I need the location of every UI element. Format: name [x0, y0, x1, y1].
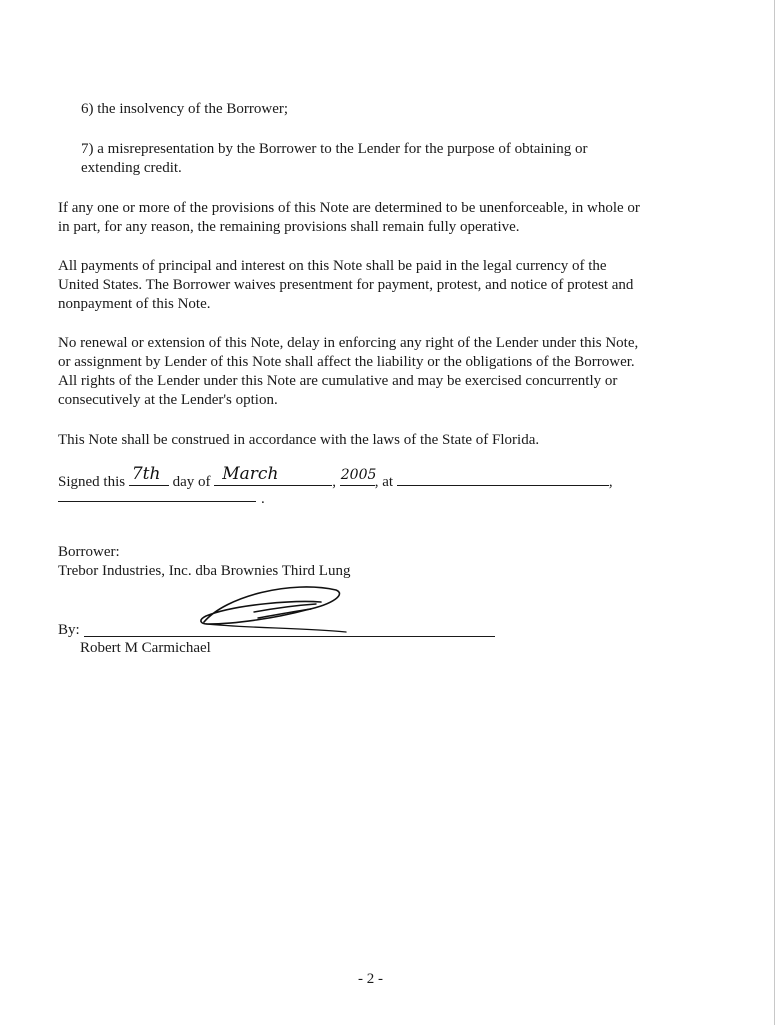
paragraph-renewal: [58, 334, 638, 410]
paragraph-line: consecutively at the Lender's option.: [58, 392, 278, 408]
location-continuation-line: [58, 501, 256, 502]
list-item-6: [81, 100, 288, 119]
paragraph-line: All payments of principal and interest on this Note shall be paid in the legal currency of the: [58, 258, 607, 274]
page-number: - 2 -: [358, 971, 383, 987]
paragraph-line: No renewal or extension of this Note, delay in enforcing any right of the Lender under this Note,: [58, 335, 639, 351]
signer-name: Robert M Carmichael: [80, 640, 211, 656]
list-line: 7) a misrepresentation by the Borrower to the Lender for the purpose of obtaining or: [81, 141, 588, 157]
location-field: [397, 468, 609, 486]
paragraph-severability: [58, 199, 640, 237]
month-handwritten: March: [222, 464, 279, 484]
day-of-label: day of: [168, 474, 215, 490]
signature-line: [84, 636, 495, 637]
paragraph-payments: [58, 257, 633, 314]
signed-date-line: [58, 464, 613, 490]
at-label: , at: [374, 474, 397, 490]
comma: ,: [332, 474, 340, 490]
trailing-comma: ,: [608, 474, 613, 490]
signed-prefix: Signed this: [58, 474, 129, 490]
paragraph-line: nonpayment of this Note.: [58, 296, 211, 312]
month-field: [214, 464, 332, 486]
scan-edge-line: [774, 0, 775, 1025]
paragraph-governing-law: [58, 431, 539, 450]
location-period: .: [261, 491, 265, 507]
list-item-7: [81, 140, 588, 178]
paragraph-line: United States. The Borrower waives presentment for payment, protest, and notice of protest and: [58, 277, 634, 293]
borrower-block: [58, 543, 350, 581]
paragraph-line: All rights of the Lender under this Note are cumulative and may be exercised concurrently or: [58, 373, 618, 389]
year-handwritten: 2005: [340, 467, 377, 483]
year-field: [340, 468, 375, 486]
handwritten-signature: [196, 578, 351, 636]
paragraph-line: or assignment by Lender of this Note shall affect the liability or the obligations of the Borrower.: [58, 354, 635, 370]
day-field: [129, 464, 169, 486]
paragraph-line: in part, for any reason, the remaining provisions shall remain fully operative.: [58, 219, 520, 235]
list-line: extending credit.: [81, 160, 182, 176]
day-handwritten: 7th: [131, 464, 161, 484]
by-label: By:: [58, 622, 80, 638]
borrower-label: Borrower:: [58, 544, 120, 560]
paragraph-line: This Note shall be construed in accordance with the laws of the State of Florida.: [58, 432, 540, 448]
list-line: 6) the insolvency of the Borrower;: [81, 101, 289, 117]
borrower-company: Trebor Industries, Inc. dba Brownies Third Lung: [58, 563, 351, 579]
paragraph-line: If any one or more of the provisions of this Note are determined to be unenforceable, in whole or: [58, 200, 640, 216]
